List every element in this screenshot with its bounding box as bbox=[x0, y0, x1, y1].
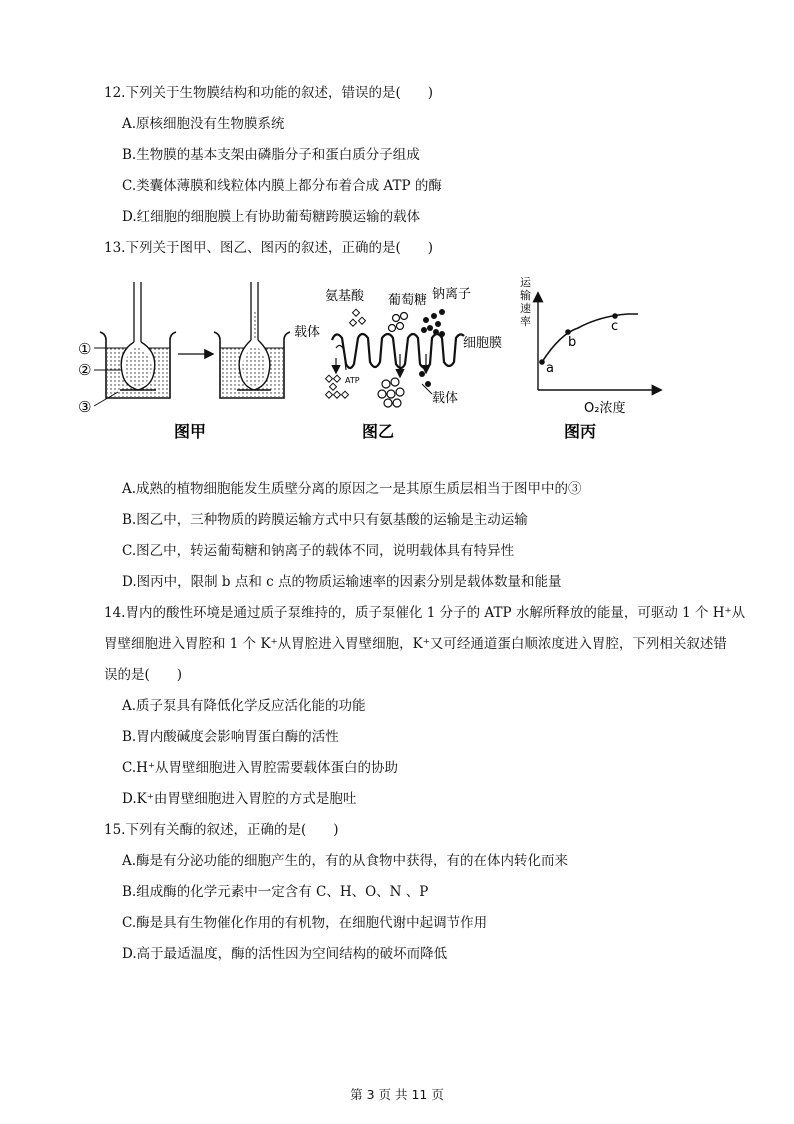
q15-option-b: B.组成酶的化学元素中一定含有 C、H、O、N 、P bbox=[122, 884, 429, 900]
q15-option-c: C.酶是具有生物催化作用的有机物，在细胞代谢中起调节作用 bbox=[122, 915, 488, 931]
yi-label-glucose: 葡萄糖 bbox=[388, 293, 428, 308]
bing-label-a: a bbox=[546, 361, 554, 376]
yi-caption: 图乙 bbox=[362, 422, 395, 441]
figure-yi bbox=[294, 286, 502, 441]
q13-option-b: B.图乙中，三种物质的跨膜运输方式中只有氨基酸的运输是主动运输 bbox=[122, 512, 528, 528]
bing-label-c: c bbox=[611, 319, 619, 334]
q12-option-d: D.红细胞的细胞膜上有协助葡萄糖跨膜运输的载体 bbox=[122, 209, 421, 225]
page-footer: 第 3 页 共 11 页 bbox=[350, 1087, 444, 1102]
q14-option-b: B.胃内酸碱度会影响胃蛋白酶的活性 bbox=[122, 729, 339, 745]
bing-xlabel: O₂浓度 bbox=[584, 401, 626, 416]
q12-option-c: C.类囊体薄膜和线粒体内膜上都分布着合成 ATP 的酶 bbox=[122, 178, 442, 194]
bing-caption: 图丙 bbox=[564, 422, 597, 441]
bing-ylabel-3: 速 bbox=[520, 302, 531, 315]
q15-option-a: A.酶是有分泌功能的细胞产生的，有的从食物中获得，有的在体内转化而来 bbox=[122, 853, 569, 869]
bing-ylabel-2: 输 bbox=[520, 289, 531, 302]
q14-option-d: D.K⁺由胃壁细胞进入胃腔的方式是胞吐 bbox=[122, 791, 357, 807]
yi-label-sodium: 钠离子 bbox=[432, 287, 472, 302]
q14-stem-line1: 14.胃内的酸性环境是通过质子泵维持的，质子泵催化 1 分子的 ATP 水解所释放的能量，可驱动 1 个 H⁺从 bbox=[104, 605, 746, 621]
q14-option-c: C.H⁺从胃壁细胞进入胃腔需要载体蛋白的协助 bbox=[122, 760, 399, 776]
figure-jia bbox=[78, 282, 290, 441]
q13-figures bbox=[70, 272, 720, 452]
bing-ylabel-4: 率 bbox=[520, 315, 531, 328]
q14-option-a: A.质子泵具有降低化学反应活化能的功能 bbox=[122, 698, 366, 714]
q13-option-a: A.成熟的植物细胞能发生质壁分离的原因之一是其原生质层相当于图甲中的③ bbox=[122, 481, 582, 497]
jia-caption: 图甲 bbox=[174, 422, 207, 441]
yi-label-atp: ATP bbox=[345, 376, 360, 385]
q12-stem: 12.下列关于生物膜结构和功能的叙述，错误的是( ) bbox=[104, 85, 434, 101]
bing-point-c bbox=[612, 313, 618, 319]
yi-label-amino-acid: 氨基酸 bbox=[325, 289, 365, 304]
yi-glucose-particles bbox=[378, 313, 408, 408]
yi-label-carrier-bottom: 载体 bbox=[432, 391, 459, 406]
q12-option-a: A.原核细胞没有生物膜系统 bbox=[122, 116, 285, 132]
figure-bing bbox=[520, 276, 660, 441]
bing-ylabel-1: 运 bbox=[520, 276, 531, 289]
jia-marker-3: ③ bbox=[78, 398, 92, 416]
bing-curve bbox=[542, 314, 638, 362]
yi-label-membrane: 细胞膜 bbox=[463, 336, 503, 351]
q13-option-d: D.图丙中，限制 b 点和 c 点的物质运输速率的因素分别是载体数量和能量 bbox=[122, 574, 562, 590]
q12-option-b: B.生物膜的基本支架由磷脂分子和蛋白质分子组成 bbox=[122, 147, 420, 163]
jia-marker-1: ① bbox=[78, 340, 92, 358]
q13-figures-svg bbox=[70, 272, 720, 452]
bing-label-b: b bbox=[568, 335, 577, 350]
q15-option-d: D.高于最适温度，酶的活性因为空间结构的破坏而降低 bbox=[122, 946, 448, 962]
q13-option-c: C.图乙中，转运葡萄糖和钠离子的载体不同，说明载体具有特异性 bbox=[122, 543, 515, 559]
bing-point-b bbox=[565, 329, 571, 335]
q13-stem: 13.下列关于图甲、图乙、图丙的叙述，正确的是( ) bbox=[104, 240, 434, 256]
q14-stem-line2: 胃壁细胞进入胃腔和 1 个 K⁺从胃腔进入胃壁细胞，K⁺又可经通道蛋白顺浓度进入胃腔，下列相关叙述错 bbox=[104, 636, 727, 652]
jia-marker-2: ② bbox=[78, 361, 92, 379]
q14-stem-line3: 误的是( ) bbox=[104, 667, 183, 683]
bing-point-a bbox=[539, 359, 545, 365]
q15-stem: 15.下列有关酶的叙述，正确的是( ) bbox=[104, 822, 339, 838]
yi-membrane bbox=[332, 334, 464, 368]
yi-label-carrier-left: 载体 bbox=[294, 325, 321, 340]
